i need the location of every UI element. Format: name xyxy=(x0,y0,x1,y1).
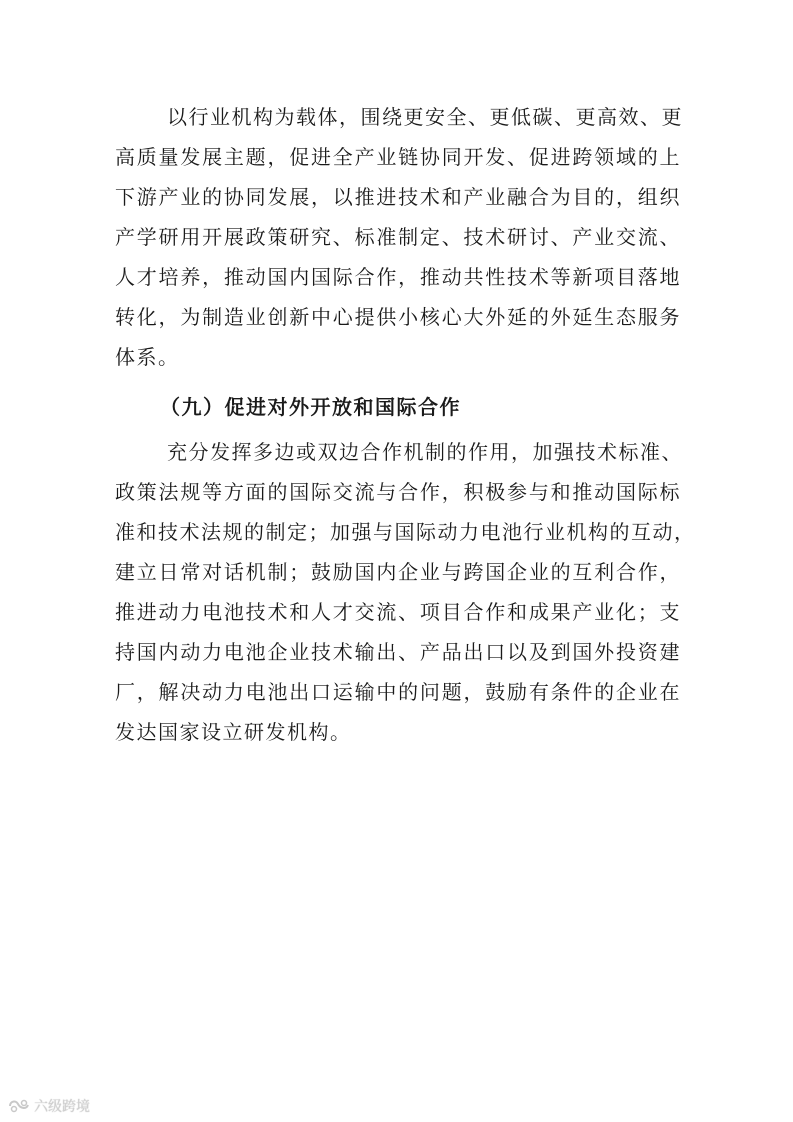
paragraph-1-line-1: 以行业机构为载体，围绕更安全、更低碳、更高效、更 xyxy=(167,105,683,129)
paragraph-1-line-4: 产学研用开展政策研究、标准制定、技术研讨、产业交流、 xyxy=(115,225,681,249)
brand-logo-icon xyxy=(8,1098,30,1114)
watermark xyxy=(8,1096,90,1116)
watermark-text: 六级跨境 xyxy=(34,1099,90,1115)
paragraph-2-line-6: 持国内动力电池企业技术输出、产品出口以及到国外投资建 xyxy=(115,640,681,664)
paragraph-2-line-2: 政策法规等方面的国际交流与合作，积极参与和推动国际标 xyxy=(115,480,681,504)
paragraph-2-line-1: 充分发挥多边或双边合作机制的作用，加强技术标准、 xyxy=(167,440,683,464)
paragraph-2-line-8: 发达国家设立研发机构。 xyxy=(115,720,352,744)
paragraph-2-line-7: 厂，解决动力电池出口运输中的问题，鼓励有条件的企业在 xyxy=(115,680,681,704)
paragraph-2-line-3: 准和技术法规的制定；加强与国际动力电池行业机构的互动， xyxy=(115,520,696,544)
paragraph-1-line-3: 下游产业的协同发展，以推进技术和产业融合为目的，组织 xyxy=(115,185,681,209)
paragraph-2-line-5: 推进动力电池技术和人才交流、项目合作和成果产业化；支 xyxy=(115,600,681,624)
paragraph-1-line-2: 高质量发展主题，促进全产业链协同开发、促进跨领域的上 xyxy=(115,145,681,169)
paragraph-1-line-7: 体系。 xyxy=(115,345,180,369)
paragraph-2-line-4: 建立日常对话机制；鼓励国内企业与跨国企业的互利合作， xyxy=(115,560,681,584)
paragraph-1-line-5: 人才培养，推动国内国际合作，推动共性技术等新项目落地 xyxy=(115,265,681,289)
paragraph-1-line-6: 转化，为制造业创新中心提供小核心大外延的外延生态服务 xyxy=(115,305,681,329)
section-heading: （九）促进对外开放和国际合作 xyxy=(160,395,461,419)
